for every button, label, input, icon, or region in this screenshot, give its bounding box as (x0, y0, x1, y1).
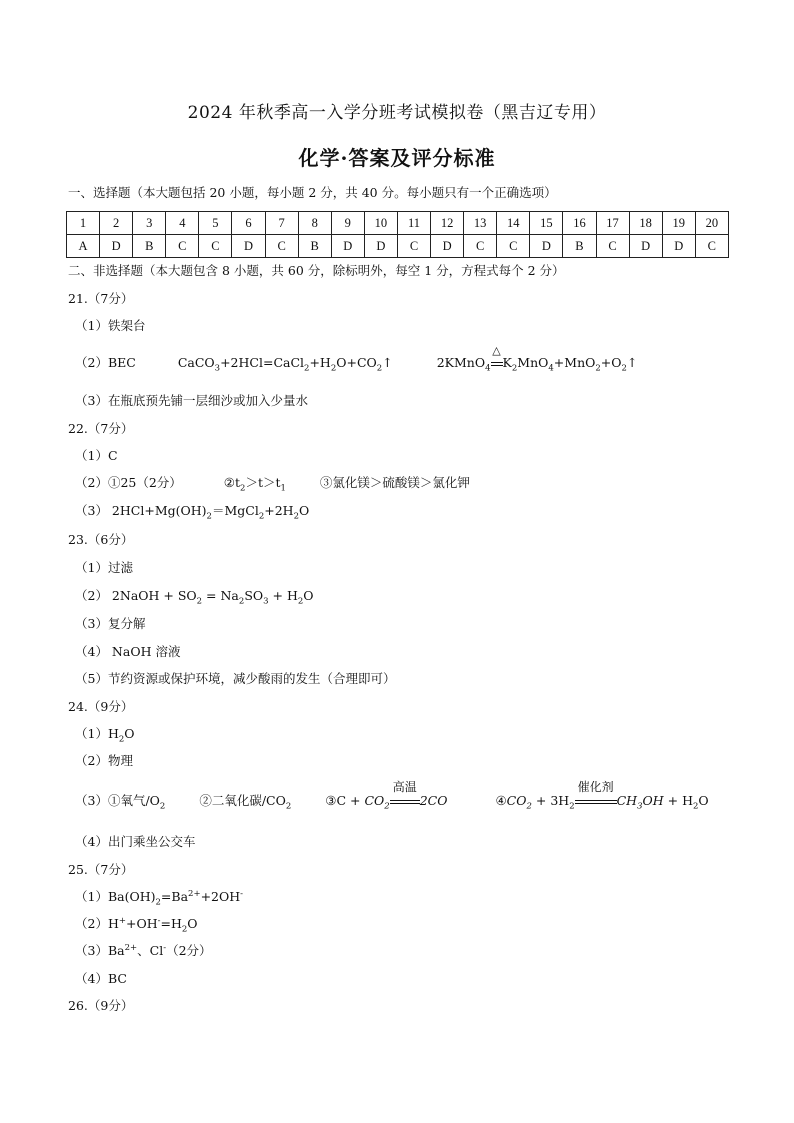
q24-answer-3: （3）①氧气$/O_2$ ②二氧化碳$/CO_2$ ③C + $CO_2$ 高温 2CO $④CO_2 + 3H_2$ 催化剂 $CH_3OH + H_2O$ (75, 780, 709, 812)
q21-equation-1: $CaCO_3+2HCl=CaCl_2+H_2O+CO_2↑$ (177, 355, 393, 374)
page-subtitle: 化学·答案及评分标准 (298, 146, 496, 170)
q22-answer-3: （3） $2HCl+Mg(OH)_2=MgCl_2+2H_2O$ (75, 503, 310, 522)
q22-answer-2: （2）①25（2分） $②t_2>t>t_1$ ③氯化镁＞硫酸镁＞氯化钾 (75, 475, 470, 494)
answer-table-number-row (67, 212, 729, 235)
answer-table-answer-cell: D (530, 235, 563, 258)
answer-table-number-cell: 16 (563, 212, 596, 235)
q26-title: 26.（9分） (68, 998, 134, 1013)
answer-table-answer-cell: D (100, 235, 133, 258)
q25-title: 25.（7分） (68, 862, 134, 877)
answer-table-number-cell: 8 (298, 212, 331, 235)
answer-table-number-cell: 6 (232, 212, 265, 235)
q21-equation-2: 2KMnO$_4$ △ $K_2MnO_4+MnO_2+O_2↑$ (436, 344, 638, 374)
q25-answer-4: （4）BC (75, 971, 127, 986)
answer-table-number-cell: 15 (530, 212, 563, 235)
q23-title: 23.（6分） (68, 532, 134, 547)
answer-table-answer-cell: C (397, 235, 430, 258)
answer-table-number-cell: 3 (133, 212, 166, 235)
answer-table-number-cell: 13 (464, 212, 497, 235)
answer-table-answer-cell: C (265, 235, 298, 258)
answer-table-number-cell: 11 (397, 212, 430, 235)
q24-answer-2: （2）物理 (75, 753, 133, 768)
section1-heading: 一、选择题（本大题包括 20 小题，每小题 2 分，共 40 分。每小题只有一个正确选项） (68, 185, 557, 200)
answer-table-answer-cell: C (497, 235, 530, 258)
answer-table-number-cell: 7 (265, 212, 298, 235)
q21-answer-2 (75, 344, 638, 374)
answer-table-answer-cell: D (331, 235, 364, 258)
answer-table-number-cell: 10 (364, 212, 397, 235)
answer-table-number-cell: 14 (497, 212, 530, 235)
answer-table-answer-cell: C (464, 235, 497, 258)
answer-table-answer-cell: A (67, 235, 100, 258)
catalyst-condition: 催化剂 (577, 780, 614, 794)
q24-answer-4: （4）出门乘坐公交车 (75, 834, 196, 849)
answer-table-number-cell: 2 (100, 212, 133, 235)
answer-table (66, 211, 729, 258)
answer-table-answer-cell: C (166, 235, 199, 258)
answer-table-answer-cell: D (431, 235, 464, 258)
answer-table-number-cell: 5 (199, 212, 232, 235)
answer-table-number-cell: 12 (431, 212, 464, 235)
answer-table-answer-row (67, 235, 729, 258)
q22-title: 22.（7分） (68, 421, 134, 436)
q23-answer-5: （5）节约资源或保护环境，减少酸雨的发生（合理即可） (75, 671, 396, 686)
q24-answer-1: $(1)H_2O$ (75, 726, 135, 745)
answer-table-answer-cell: B (298, 235, 331, 258)
q25-answer-3: $(3)Ba^{2+}$、Cl-（2分） (75, 942, 212, 958)
answer-table-answer-cell: D (232, 235, 265, 258)
answer-table-answer-cell: C (695, 235, 728, 258)
answer-table-answer-cell: D (364, 235, 397, 258)
answer-table-answer-cell: D (662, 235, 695, 258)
section2-heading: 二、非选择题（本大题包含 8 小题，共 60 分，除标明外，每空 1 分，方程式每个 2 分） (68, 263, 565, 278)
q23-answer-3: （3）复分解 (75, 616, 146, 631)
answer-table-number-cell: 9 (331, 212, 364, 235)
q21-answer-2-label: （2）BEC (75, 355, 136, 370)
answer-table-answer-cell: B (563, 235, 596, 258)
q24-title: 24.（9分） (68, 699, 134, 714)
answer-table-answer-cell: C (199, 235, 232, 258)
heat-condition-symbol: △ (492, 344, 501, 357)
answer-table-number-cell: 20 (695, 212, 728, 235)
answer-table-number-cell: 18 (629, 212, 662, 235)
q22-answer-1: （1）C (75, 448, 118, 463)
q21-answer-3: （3）在瓶底预先铺一层细沙或加入少量水 (75, 393, 308, 408)
answer-table-number-cell: 19 (662, 212, 695, 235)
q23-answer-2: （2） 2NaOH + $SO_2 = Na_2SO_3 + H_2O$ (75, 588, 314, 607)
q21-title: 21.（7分） (68, 291, 134, 306)
q23-answer-1: （1）过滤 (75, 560, 133, 575)
answer-table-answer-cell: C (596, 235, 629, 258)
q23-answer-4: （4） NaOH 溶液 (75, 644, 181, 659)
q24-equation-3: ③C + $CO_2$ 高温 2CO (325, 780, 448, 812)
answer-table-answer-cell: D (629, 235, 662, 258)
high-temperature-condition: 高温 (392, 780, 417, 794)
answer-table-number-cell: 1 (67, 212, 100, 235)
answer-table-number-cell: 4 (166, 212, 199, 235)
q21-answer-1: （1）铁架台 (75, 318, 146, 333)
answer-table-answer-cell: B (133, 235, 166, 258)
q25-answer-1: $(1)Ba(OH)_2=Ba^{2+}+2OH^-$ (75, 888, 244, 908)
answer-table-number-cell: 17 (596, 212, 629, 235)
q25-answer-2: $(2)H^++OH^-=H_2O$ (75, 915, 198, 935)
q24-equation-4: $④CO_2 + 3H_2$ 催化剂 $CH_3OH + H_2O$ (495, 780, 709, 812)
page-title: 2024 年秋季高一入学分班考试模拟卷（黑吉辽专用） (187, 103, 607, 123)
